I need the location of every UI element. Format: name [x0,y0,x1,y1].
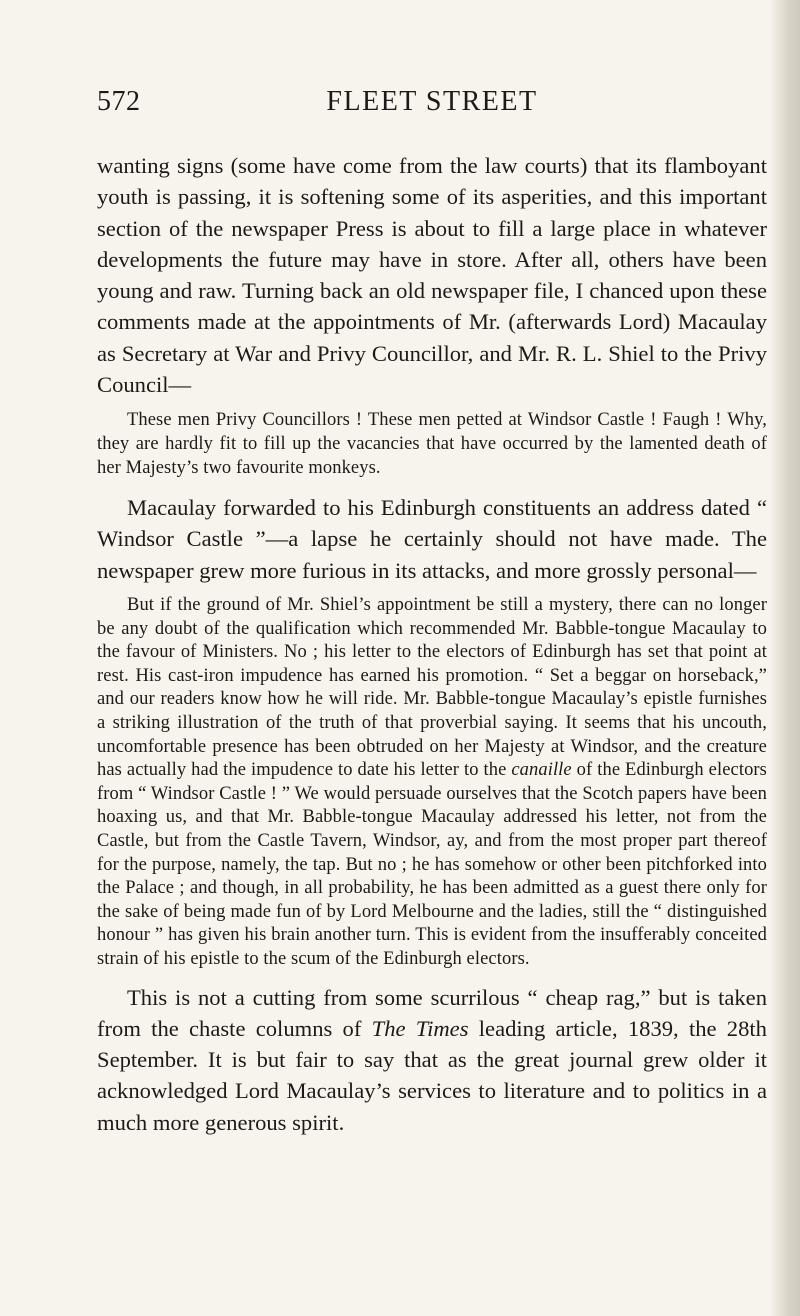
page-edge-shadow [770,0,800,1316]
body-paragraph-3 [97,982,767,1138]
block-quote-2 [97,594,767,972]
body-paragraph-3-part-b: leading article, 1839, the 28th September. It is but fair to say that as the great journal grew older it acknowledged Lord Macaulay’s services to literature and to politics in a much more generous spirit. [97,1015,767,1135]
block-quote-1: These men Privy Councillors ! These men petted at Windsor Castle ! Faugh ! Why, they are hardly fit to fill up the vacancies that have occurred by the lamented death of her Majesty’s two favourite monkeys. [97,410,767,478]
page-header [97,86,767,136]
body-paragraph-1: wanting signs (some have come from the law courts) that its flamboyant youth is passing, it is softening some of its asperities, and this important section of the newspaper Press is about to fill a large place in whatever developments the future may have in store. After all, others have been young and raw. Turning back an old newspaper file, I chanced upon these comments made at the appointments of Mr. (afterwards Lord) Macaulay as Secretary at War and Privy Councillor, and Mr. R. L. Shiel to the Privy Council— [97,153,767,398]
running-title: FLEET STREET [326,86,538,117]
block-quote-2-part-b: of the Edinburgh electors from “ Windsor Castle ! ” We would persuade ourselves that the Scotch papers have been hoaxing us, and that Mr. Babble-tongue Macaulay addressed his letter, not from the Castle, but from the Castle Tavern, Windsor, ay, and from the most proper part thereof for the purpose, namely, the tap. But no ; he has somehow or other been pitchforked into the Palace ; and though, in all probability, he has been admitted as a guest there only for the sake of being made fun of by Lord Melbourne and the ladies, still the “ distinguished honour ” has given his brain another turn. This is evident from the insufferably conceited strain of his epistle to the scum of the Edinburgh electors. [97,760,767,969]
body-paragraph-2: Macaulay forwarded to his Edinburgh constituents an address dated “ Windsor Castle ”—a lapse he certainly should not have made. The newspaper grew more furious in its attacks, and more grossly personal— [97,495,767,583]
block-quote-2-emphasis: canaille [511,760,572,781]
page-number: 572 [97,86,141,117]
newspaper-title: The Times [371,1015,469,1041]
block-quote-2-part-a: But if the ground of Mr. Shiel’s appointment be still a mystery, there can no longer be any doubt of the qualification which recommended Mr. Babble-tongue Macaulay to the favour of Ministers. No ; his letter to the electors of Edinburgh has set that point at rest. His cast-iron impudence has earned his promotion. “ Set a beggar on horseback,” and our readers know how he will ride. Mr. Babble-tongue Macaulay’s epistle furnishes a striking illustration of the truth of that proverbial saying. It seems that his uncouth, uncomfortable presence has been obtruded on her Majesty at Windsor, and the creature has actually had the impudence to date his letter to the [97,595,767,781]
body-paragraph-3-part-a: This is not a cutting from some scurrilous “ cheap rag,” but is taken from the chaste columns of [97,984,767,1041]
page-content [97,0,767,1138]
